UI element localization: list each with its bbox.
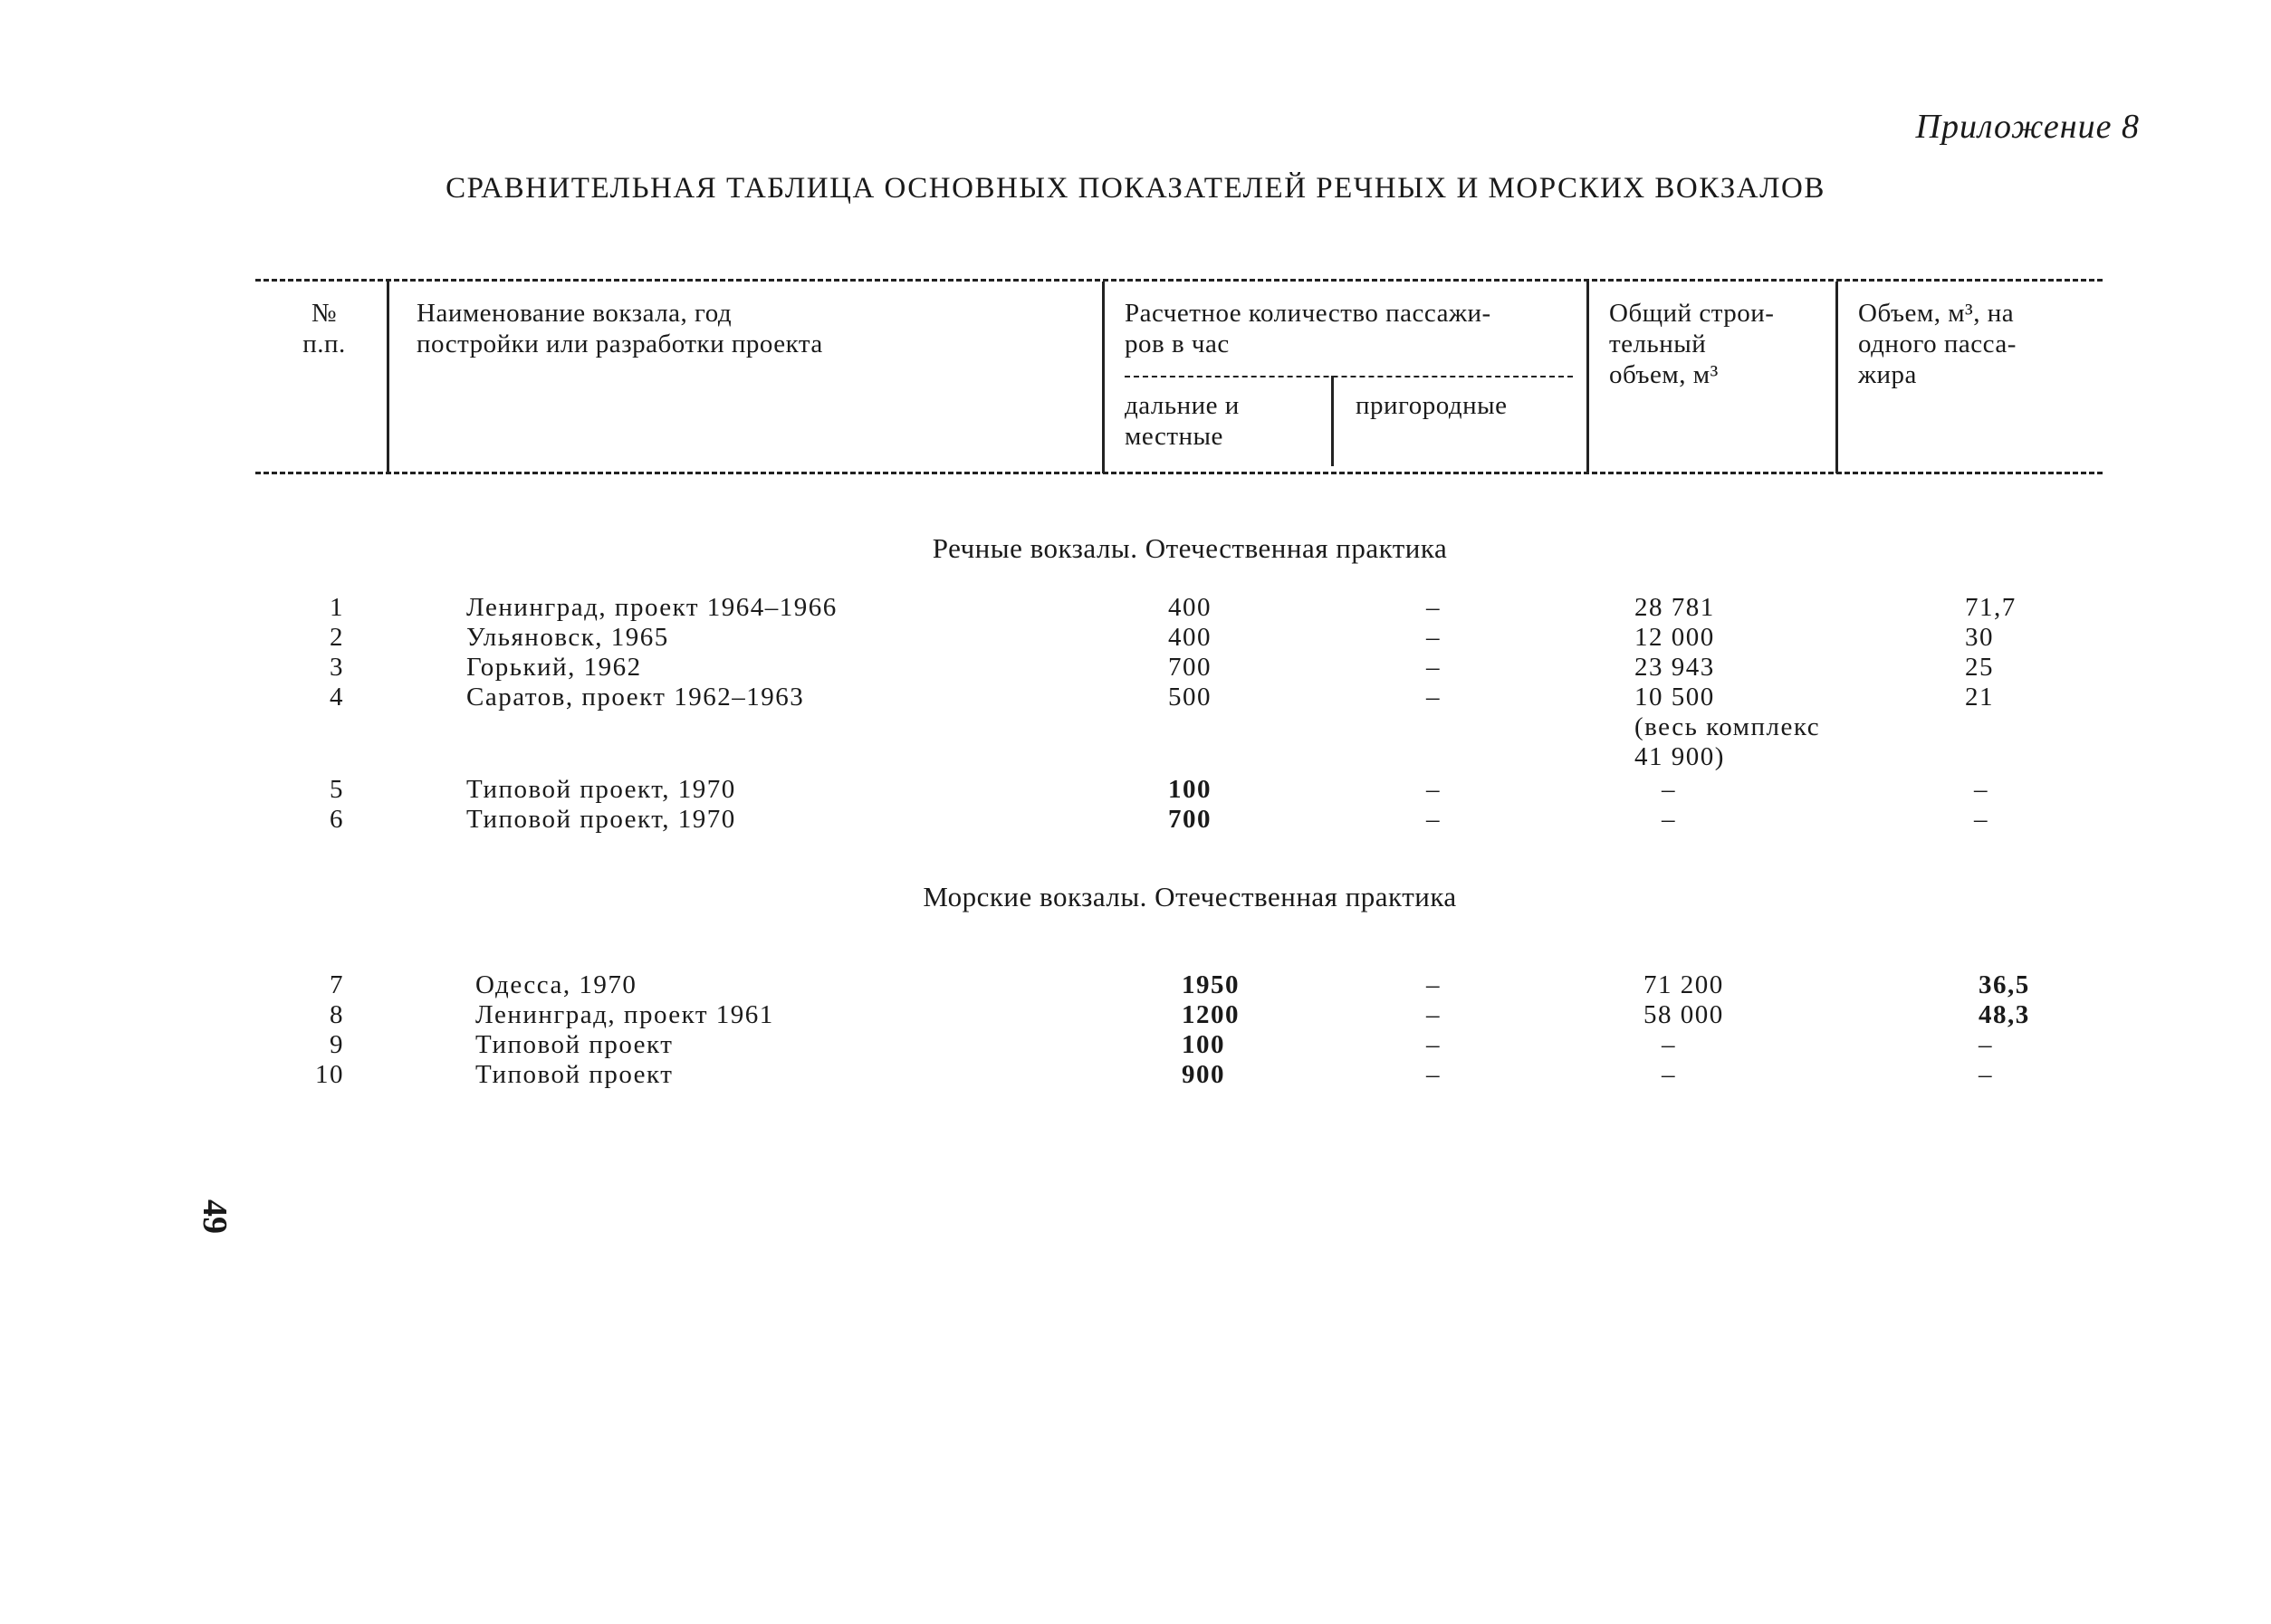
header-far-line: дальние и (1125, 391, 1240, 420)
row-volume-note: (весь комплекс 41 900) (1634, 712, 1821, 771)
row-suburban: – (1426, 623, 1441, 652)
row-name: Типовой проект (475, 1060, 674, 1089)
subcolumn-divider (1331, 376, 1334, 466)
row-per-passenger: 48,3 (1979, 1000, 2030, 1029)
row-num: 2 (330, 623, 344, 652)
row-suburban: – (1426, 805, 1441, 834)
row-volume: – (1662, 775, 1676, 804)
row-per-passenger: 30 (1965, 623, 1994, 652)
header-num-line: п.п. (302, 330, 346, 358)
row-suburban: – (1426, 775, 1441, 804)
row-far: 400 (1168, 623, 1212, 652)
header-per-line: Объем, м³, на (1858, 299, 2015, 328)
row-num: 1 (330, 593, 344, 622)
row-far: 1950 (1182, 970, 1240, 999)
row-num: 3 (330, 653, 344, 682)
row-far: 700 (1168, 653, 1212, 682)
row-num: 9 (330, 1030, 344, 1059)
header-suburban (1356, 390, 1508, 421)
header-name (417, 298, 823, 359)
appendix-label: Приложение 8 (1915, 108, 2140, 146)
row-far: 100 (1182, 1030, 1225, 1059)
column-divider (1586, 282, 1589, 473)
header-name-line: постройки или разработки проекта (417, 330, 823, 358)
row-far: 700 (1168, 805, 1212, 834)
row-num: 4 (330, 683, 344, 712)
header-suburban-line: пригородные (1356, 391, 1508, 420)
header-num-line: № (311, 299, 338, 328)
row-name: Типовой проект, 1970 (466, 805, 736, 834)
row-per-passenger: – (1974, 805, 1988, 834)
row-volume: 23 943 (1634, 653, 1715, 682)
row-volume: 58 000 (1643, 1000, 1724, 1029)
row-num: 5 (330, 775, 344, 804)
header-per-line: одного пасса- (1858, 330, 2017, 358)
header-volume-line: тельный (1609, 330, 1707, 358)
row-name: Ульяновск, 1965 (466, 623, 669, 652)
header-volume-line: Общий строи- (1609, 299, 1775, 328)
row-name: Ленинград, проект 1964–1966 (466, 593, 838, 622)
row-name: Горький, 1962 (466, 653, 642, 682)
row-name: Типовой проект, 1970 (466, 775, 736, 804)
page-title: СРАВНИТЕЛЬНАЯ ТАБЛИЦА ОСНОВНЫХ ПОКАЗАТЕЛЕЙ РЕЧНЫХ И МОРСКИХ ВОКЗАЛОВ (446, 172, 1825, 205)
row-per-passenger: – (1979, 1060, 1993, 1089)
row-volume: – (1662, 1060, 1676, 1089)
table-header (255, 279, 2103, 474)
row-suburban: – (1426, 970, 1441, 999)
header-volume-line: объем, м³ (1609, 360, 1719, 389)
row-suburban: – (1426, 653, 1441, 682)
row-volume: 10 500 (1634, 683, 1715, 712)
header-passengers-line: ров в час (1125, 330, 1230, 358)
header-passengers-line: Расчетное количество пассажи- (1125, 299, 1491, 328)
row-num: 8 (330, 1000, 344, 1029)
row-name: Саратов, проект 1962–1963 (466, 683, 805, 712)
column-divider (1102, 282, 1105, 473)
row-suburban: – (1426, 1060, 1441, 1089)
row-per-passenger: – (1979, 1030, 1993, 1059)
row-num: 10 (315, 1060, 344, 1089)
row-far: 1200 (1182, 1000, 1240, 1029)
row-per-passenger: 21 (1965, 683, 1994, 712)
section-title-river: Речные вокзалы. Отечественная практика (932, 532, 1448, 564)
row-per-passenger: 71,7 (1965, 593, 2017, 622)
row-far: 400 (1168, 593, 1212, 622)
header-per-passenger (1858, 298, 2017, 390)
row-far: 900 (1182, 1060, 1225, 1089)
header-far-line: местные (1125, 422, 1223, 451)
row-far: 100 (1168, 775, 1212, 804)
row-name: Типовой проект (475, 1030, 674, 1059)
row-far: 500 (1168, 683, 1212, 712)
row-name: Одесса, 1970 (475, 970, 637, 999)
header-num (288, 298, 360, 359)
row-suburban: – (1426, 593, 1441, 622)
row-suburban: – (1426, 1030, 1441, 1059)
header-far (1125, 390, 1240, 452)
header-name-line: Наименование вокзала, год (417, 299, 733, 328)
row-volume: – (1662, 805, 1676, 834)
row-volume: 12 000 (1634, 623, 1715, 652)
header-per-line: жира (1858, 360, 1917, 389)
row-volume: 71 200 (1643, 970, 1724, 999)
row-suburban: – (1426, 683, 1441, 712)
row-volume: 28 781 (1634, 593, 1715, 622)
page-number: 49 (196, 1199, 234, 1234)
header-passengers (1125, 298, 1491, 359)
column-divider (1835, 282, 1838, 473)
row-name: Ленинград, проект 1961 (475, 1000, 774, 1029)
row-per-passenger: 25 (1965, 653, 1994, 682)
row-per-passenger: – (1974, 775, 1988, 804)
row-per-passenger: 36,5 (1979, 970, 2030, 999)
row-volume: – (1662, 1030, 1676, 1059)
row-num: 6 (330, 805, 344, 834)
column-divider (387, 282, 389, 473)
header-volume (1609, 298, 1774, 390)
row-num: 7 (330, 970, 344, 999)
subheader-rule (1125, 376, 1573, 377)
section-title-sea: Морские вокзалы. Отечественная практика (923, 881, 1457, 912)
row-suburban: – (1426, 1000, 1441, 1029)
